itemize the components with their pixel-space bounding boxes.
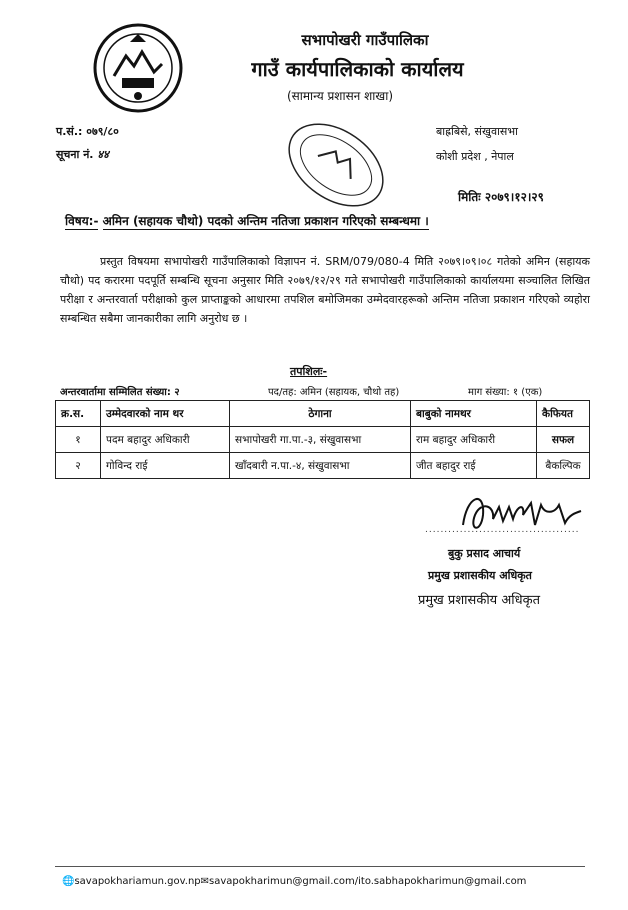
org-name-line1: सभापोखरी गाउँपालिका <box>301 31 429 49</box>
cell-father-name: राम बहादुर अधिकारी <box>411 427 537 453</box>
header-address: ठेगाना <box>230 401 411 427</box>
demand-count: माग संख्या: १ (एक) <box>468 387 543 398</box>
header-father-name: बाबुको नामथर <box>411 401 537 427</box>
cell-father-name: जीत बहादुर राई <box>411 453 537 479</box>
footer-divider <box>55 866 585 867</box>
post-level: पद/तह: अमिन (सहायक, चौथो तह) <box>268 387 400 398</box>
designation-stamp: प्रमुख प्रशासकीय अधिकृत <box>418 593 541 608</box>
subject-label: विषय:- <box>65 214 99 228</box>
org-name-line2: गाउँ कार्यपालिकाको कार्यालय <box>251 57 464 81</box>
interview-count: अन्तरवार्तामा सम्मिलित संख्या: २ <box>60 387 180 398</box>
cell-serial: २ <box>56 453 101 479</box>
office-stamp <box>276 108 396 223</box>
notice-label: सूचना नं. <box>56 148 94 161</box>
footer-contact-text: savapokhariamun.gov.np✉savapokharimun@gmail.com/ito.sabhapokharimun@gmail.com <box>74 876 527 887</box>
signatory-name: बुकु प्रसाद आचार्य <box>448 547 521 560</box>
cell-candidate-name: गोविन्द राई <box>101 453 230 479</box>
office-address-line2: कोशी प्रदेश , नेपाल <box>436 150 514 163</box>
table-row <box>56 453 590 479</box>
table-row <box>56 427 590 453</box>
branch-name: (सामान्य प्रशासन शाखा) <box>286 89 394 103</box>
cell-candidate-name: पदम बहादुर अधिकारी <box>101 427 230 453</box>
office-address-line1: बाह्रबिसे, संखुवासभा <box>436 125 518 138</box>
signatory-designation: प्रमुख प्रशासकीय अधिकृत <box>428 569 532 582</box>
signature-line: ........................................ <box>425 525 580 535</box>
cell-address: खाँदबारी न.पा.-४, संखुवासभा <box>230 453 411 479</box>
cell-remarks: सफल <box>537 427 590 453</box>
notice-number-value: ४४ <box>97 148 109 161</box>
cell-address: सभापोखरी गा.पा.-३, संखुवासभा <box>230 427 411 453</box>
results-table <box>55 400 590 479</box>
globe-icon: 🌐 <box>62 876 75 887</box>
reference-number: प.सं.: ०७९/८० <box>56 125 119 138</box>
notice-number <box>56 147 109 162</box>
header-candidate-name: उम्मेदवारको नाम थर <box>101 401 230 427</box>
footer-contact <box>62 876 526 887</box>
subject-line <box>65 212 585 229</box>
cell-remarks: बैकल्पिक <box>537 453 590 479</box>
subject-text: अमिन (सहायक चौथो) पदको अन्तिम नतिजा प्रकाशन गरिएको सम्बन्धमा । <box>102 214 429 228</box>
details-heading: तपशिलः- <box>290 365 328 378</box>
document-date: मितिः २०७९।१२।२९ <box>458 190 544 204</box>
cell-serial: १ <box>56 427 101 453</box>
header-remarks: कैफियत <box>537 401 590 427</box>
header-serial: क्र.स. <box>56 401 101 427</box>
table-header-row <box>56 401 590 427</box>
body-paragraph: प्रस्तुत विषयमा सभापोखरी गाउँपालिकाको विज्ञापन नं. SRM/079/080-4 मिति २०७९।०९।०८ गतेको अमिन (सहायक चौथो) पद करारमा पदपूर्ति सम्बन्धि सूचना अनुसार मिति २०७९/१२/२९ गते सभापोखरी गाउँपालिकाको कार्यालयमा सञ्चालित लिखित परीक्षा र अन्तरवार्ता परीक्षाको कुल प्राप्ताङ्कको आधारमा तपशिल बमोजिमका उम्मेदवारहरूको अन्तिम नतिजा प्रकाशन गरिएको व्यहोरा सम्बन्धित सबैमा जानकारीका लागि अनुरोध छ । <box>60 255 590 325</box>
municipality-emblem-logo <box>92 22 184 114</box>
